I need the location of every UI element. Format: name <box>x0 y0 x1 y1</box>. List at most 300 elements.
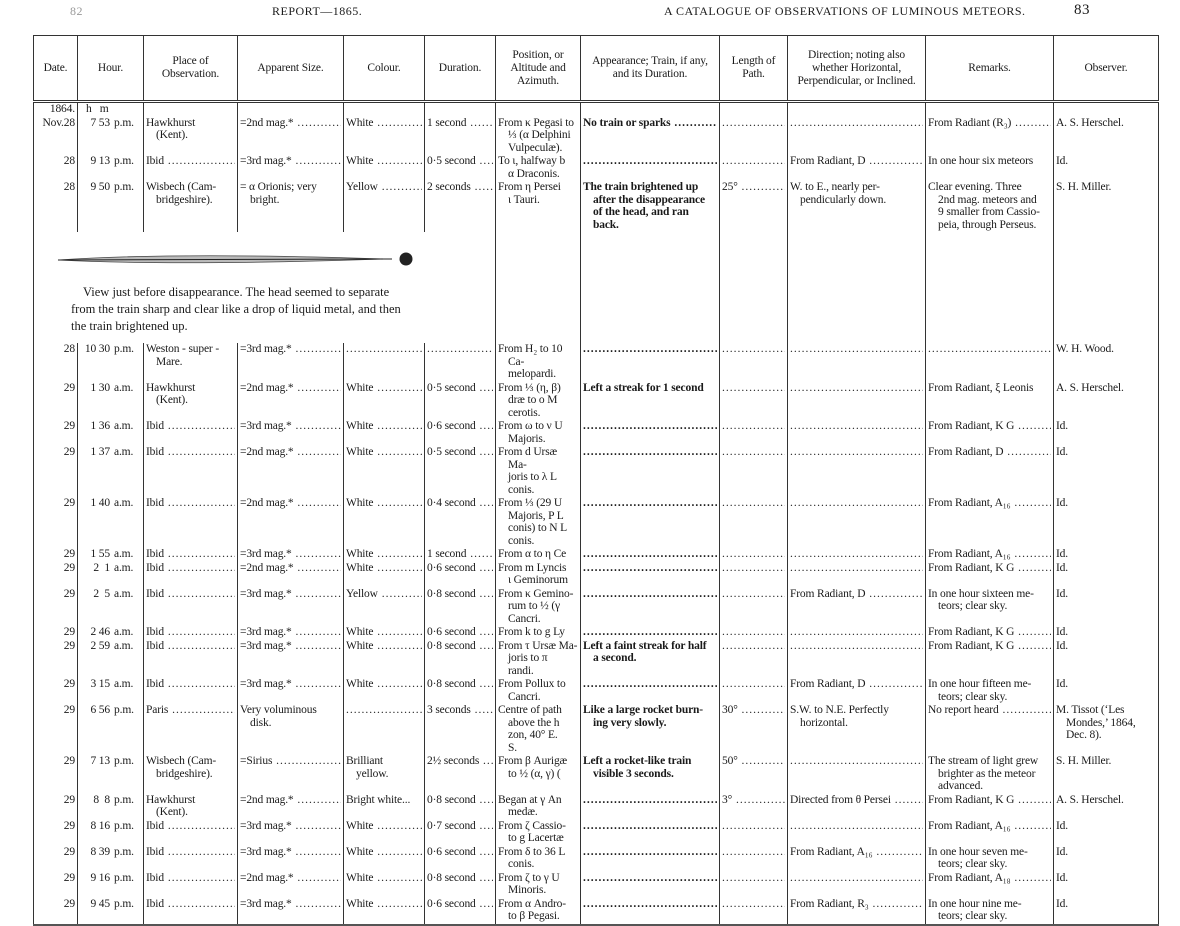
colour-cell <box>344 155 425 181</box>
remarks-value: From Radiant, K G ..... <box>928 420 1051 433</box>
length-value: 25° ..... <box>722 181 785 194</box>
hour-cell <box>78 794 144 820</box>
figure-row-empty-cell <box>926 232 1054 343</box>
direction-value: From Radiant, D ..... <box>790 588 923 601</box>
left-running-title: REPORT—1865. <box>272 4 363 18</box>
place-value: Ibid ..... <box>146 548 235 561</box>
column-header-date: Date. <box>34 36 78 102</box>
remarks-value: From Radiant, A₁₆ ..... <box>928 548 1051 561</box>
position-value: From δ to 36 L conis. <box>498 845 566 870</box>
size-value: =2nd mag.* ..... <box>240 446 341 459</box>
hour-time: 8 39 <box>90 845 110 858</box>
duration-value: 0·6 second ..... <box>427 626 493 639</box>
observer-value: S. H. Miller. <box>1056 181 1112 193</box>
units-cell <box>34 102 78 117</box>
hour-cell <box>78 820 144 846</box>
length-cell <box>720 497 788 548</box>
direction-cell <box>788 382 926 421</box>
position-value: From k to g Ly <box>498 626 565 638</box>
observer-cell <box>1054 117 1159 156</box>
observer-cell <box>1054 181 1159 232</box>
size-cell <box>238 181 344 232</box>
figure-row-empty-cell <box>1054 232 1159 343</box>
appearance-value <box>583 562 717 575</box>
duration-value: 3 seconds ..... <box>427 704 493 717</box>
place-cell <box>144 872 238 898</box>
remarks-value: In one hour fifteen me- teors; clear sky. <box>928 678 1032 703</box>
direction-value <box>790 820 923 833</box>
size-cell <box>238 155 344 181</box>
place-value: Ibid ..... <box>146 497 235 510</box>
remarks-cell <box>926 794 1054 820</box>
table-row <box>34 704 1159 755</box>
length-cell <box>720 343 788 382</box>
remarks-cell <box>926 755 1054 794</box>
date-value: 28 <box>63 155 75 167</box>
appearance-cell <box>581 898 720 925</box>
direction-cell <box>788 181 926 232</box>
hour-ampm: p.m. <box>114 897 134 910</box>
units-cell <box>788 102 926 117</box>
remarks-cell <box>926 820 1054 846</box>
duration-cell <box>425 588 496 627</box>
length-cell <box>720 548 788 562</box>
length-cell <box>720 382 788 421</box>
remarks-cell <box>926 704 1054 755</box>
direction-cell <box>788 562 926 588</box>
hour-ampm: a.m. <box>114 497 134 509</box>
observer-cell <box>1054 420 1159 446</box>
position-value: From ζ to γ U Minoris. <box>498 871 560 896</box>
direction-cell <box>788 420 926 446</box>
observer-value: Id. <box>1056 420 1069 432</box>
place-cell <box>144 420 238 446</box>
observer-cell <box>1054 548 1159 562</box>
table-row <box>34 678 1159 704</box>
duration-cell <box>425 548 496 562</box>
appearance-value <box>583 446 717 459</box>
hour-cell <box>78 420 144 446</box>
length-cell <box>720 640 788 679</box>
column-header-observer: Observer. <box>1054 36 1159 102</box>
date-cell <box>34 588 78 627</box>
length-value: 3° ..... <box>722 794 785 807</box>
colour-value: Yellow ..... <box>346 181 422 194</box>
direction-cell <box>788 626 926 640</box>
colour-cell <box>344 755 425 794</box>
date-cell <box>34 820 78 846</box>
hour-units-label: h m <box>86 103 109 115</box>
size-value: =2nd mag.* ..... <box>240 872 341 885</box>
observer-cell <box>1054 872 1159 898</box>
date-value: 29 <box>63 639 75 652</box>
colour-value <box>346 704 422 717</box>
observer-cell <box>1054 155 1159 181</box>
observer-value: Id. <box>1056 897 1069 910</box>
duration-value: 1 second ..... <box>427 117 493 130</box>
place-cell <box>144 704 238 755</box>
date-value: 29 <box>63 871 75 884</box>
hour-ampm: a.m. <box>114 548 134 560</box>
direction-cell <box>788 155 926 181</box>
duration-cell <box>425 181 496 232</box>
colour-cell <box>344 382 425 421</box>
direction-value <box>790 626 923 639</box>
observer-value: Id. <box>1056 587 1069 600</box>
position-value: From Pollux to Cancri. <box>498 678 566 703</box>
table-row <box>34 155 1159 181</box>
colour-cell <box>344 704 425 755</box>
size-value: =2nd mag.* ..... <box>240 562 341 575</box>
appearance-value: Left a streak for 1 second <box>583 381 704 394</box>
units-cell <box>720 102 788 117</box>
hour-ampm: a.m. <box>114 420 134 432</box>
hour-time: 9 16 <box>90 871 110 884</box>
position-cell <box>496 755 581 794</box>
direction-value <box>790 548 923 561</box>
remarks-cell <box>926 562 1054 588</box>
duration-value: 2 seconds ..... <box>427 181 493 194</box>
length-cell <box>720 562 788 588</box>
place-value: Hawkhurst (Kent). <box>146 381 196 406</box>
hour-cell <box>78 872 144 898</box>
colour-value: White ..... <box>346 640 422 653</box>
remarks-value: From Radiant, K G ..... <box>928 626 1051 639</box>
position-cell <box>496 343 581 382</box>
length-value <box>722 420 785 433</box>
date-cell <box>34 155 78 181</box>
colour-value: White ..... <box>346 446 422 459</box>
observer-value: Id. <box>1056 845 1069 858</box>
colour-value: White ..... <box>346 382 422 395</box>
appearance-value <box>583 678 717 691</box>
direction-value <box>790 446 923 459</box>
colour-cell <box>344 820 425 846</box>
position-cell <box>496 820 581 846</box>
units-cell <box>496 102 581 117</box>
place-value: Ibid ..... <box>146 872 235 885</box>
direction-value <box>790 640 923 653</box>
date-value: 29 <box>63 678 75 690</box>
colour-value <box>346 343 422 356</box>
observer-value: A. S. Herschel. <box>1056 116 1124 129</box>
size-cell <box>238 548 344 562</box>
place-value: Ibid ..... <box>146 446 235 459</box>
position-value: From τ Ursæ Ma- joris to π randi. <box>498 639 578 677</box>
position-cell <box>496 898 581 925</box>
table-row <box>34 872 1159 898</box>
date-cell <box>34 846 78 872</box>
hour-cell <box>78 382 144 421</box>
duration-cell <box>425 872 496 898</box>
place-value: Weston - super - Mare. <box>146 343 220 368</box>
direction-value <box>790 562 923 575</box>
remarks-value: In one hour sixteen me- teors; clear sky. <box>928 587 1034 612</box>
remarks-cell <box>926 588 1054 627</box>
direction-cell <box>788 755 926 794</box>
position-value: From ⅓ (η, β) dræ to ο M cerotis. <box>498 381 561 419</box>
colour-value: White ..... <box>346 678 422 691</box>
size-cell <box>238 117 344 156</box>
position-value: To ι, halfway b α Draconis. <box>498 155 566 180</box>
appearance-value <box>583 846 717 859</box>
direction-cell <box>788 820 926 846</box>
size-value: =2nd mag.* ..... <box>240 117 341 130</box>
duration-value: 0·6 second ..... <box>427 846 493 859</box>
duration-cell <box>425 846 496 872</box>
table-row <box>34 420 1159 446</box>
colour-value: White ..... <box>346 497 422 510</box>
date-cell <box>34 548 78 562</box>
size-cell <box>238 704 344 755</box>
colour-cell <box>344 640 425 679</box>
hour-cell <box>78 446 144 497</box>
length-value <box>722 562 785 575</box>
left-page-number: 82 <box>70 4 83 18</box>
position-cell <box>496 626 581 640</box>
table-row <box>34 588 1159 627</box>
length-value <box>722 872 785 885</box>
position-value: From η Persei ι Tauri. <box>498 181 561 206</box>
colour-cell <box>344 562 425 588</box>
colour-cell <box>344 678 425 704</box>
size-value: =3rd mag.* ..... <box>240 678 341 691</box>
hour-cell <box>78 117 144 156</box>
hour-cell <box>78 640 144 679</box>
place-cell <box>144 678 238 704</box>
length-cell <box>720 704 788 755</box>
date-cell <box>34 704 78 755</box>
duration-value <box>427 343 493 356</box>
duration-cell <box>425 497 496 548</box>
observer-cell <box>1054 497 1159 548</box>
length-value <box>722 626 785 639</box>
observer-value: Id. <box>1056 871 1069 884</box>
remarks-value: Clear evening. Three 2nd mag. meteors and 9 smaller from Cassio- peia, through Perseus. <box>928 181 1040 231</box>
colour-cell <box>344 497 425 548</box>
place-value: Paris ..... <box>146 704 235 717</box>
observer-value: Id. <box>1056 626 1069 638</box>
remarks-value: The stream of light grew brighter as the meteor advanced. <box>928 755 1039 792</box>
duration-value: 0·8 second ..... <box>427 588 493 601</box>
size-value: =3rd mag.* ..... <box>240 898 341 911</box>
remarks-cell <box>926 898 1054 925</box>
column-header-remarks: Remarks. <box>926 36 1054 102</box>
observer-cell <box>1054 343 1159 382</box>
date-value: 29 <box>63 497 75 509</box>
direction-value <box>790 117 923 130</box>
position-value: From ω to ν U Majoris. <box>498 420 563 445</box>
direction-cell <box>788 794 926 820</box>
length-value <box>722 820 785 833</box>
size-value: =3rd mag.* ..... <box>240 640 341 653</box>
remarks-value: From Radiant (R₃) ..... <box>928 117 1051 130</box>
colour-value: White ..... <box>346 898 422 911</box>
appearance-value: No train or sparks ..... <box>583 117 717 130</box>
place-value: Wisbech (Cam- bridgeshire). <box>146 755 217 780</box>
observer-cell <box>1054 898 1159 925</box>
duration-cell <box>425 562 496 588</box>
colour-cell <box>344 420 425 446</box>
observer-cell <box>1054 820 1159 846</box>
observer-value: A. S. Herschel. <box>1056 793 1124 806</box>
hour-ampm: a.m. <box>114 446 134 458</box>
appearance-cell <box>581 588 720 627</box>
column-header-size: Apparent Size. <box>238 36 344 102</box>
column-header-direction: Direction; noting also whether Horizontal, Perpendicular, or Inclined. <box>788 36 926 102</box>
hour-time: 9 50 <box>90 181 110 193</box>
duration-cell <box>425 382 496 421</box>
observer-cell <box>1054 755 1159 794</box>
date-cell <box>34 181 78 232</box>
table-row <box>34 497 1159 548</box>
size-value: =2nd mag.* ..... <box>240 497 341 510</box>
hour-ampm: a.m. <box>114 639 134 652</box>
observer-value: Id. <box>1056 548 1069 560</box>
appearance-cell <box>581 446 720 497</box>
observer-cell <box>1054 382 1159 421</box>
table-row <box>34 343 1159 382</box>
duration-cell <box>425 117 496 156</box>
colour-value: Yellow ..... <box>346 588 422 601</box>
right-running-title: A CATALOGUE OF OBSERVATIONS OF LUMINOUS METEORS. <box>664 4 1026 18</box>
remarks-value: No report heard ..... <box>928 704 1051 717</box>
date-value: 29 <box>63 548 75 560</box>
remarks-cell <box>926 343 1054 382</box>
hour-cell <box>78 497 144 548</box>
length-value <box>722 548 785 561</box>
remarks-value: From Radiant, ξ Leonis <box>928 381 1034 394</box>
position-value: From α to η Ce <box>498 548 567 560</box>
meteor-head <box>400 253 413 266</box>
appearance-cell <box>581 117 720 156</box>
date-cell <box>34 755 78 794</box>
place-cell <box>144 562 238 588</box>
length-value: 30° ..... <box>722 704 785 717</box>
position-value: From β Aurigæ to ½ (α, γ) ( <box>498 755 568 780</box>
date-value: 29 <box>63 420 75 432</box>
duration-value: 0·6 second ..... <box>427 562 493 575</box>
appearance-cell <box>581 678 720 704</box>
hour-cell <box>78 898 144 925</box>
observer-value: Id. <box>1056 497 1069 509</box>
position-cell <box>496 497 581 548</box>
figure-row-empty-cell <box>788 232 926 343</box>
hour-cell <box>78 155 144 181</box>
place-cell <box>144 588 238 627</box>
length-value <box>722 117 785 130</box>
colour-value: White ..... <box>346 846 422 859</box>
colour-cell <box>344 588 425 627</box>
observer-value: M. Tissot (‘Les Mondes,’ 1864, Dec. 8). <box>1056 704 1136 741</box>
place-value: Ibid ..... <box>146 588 235 601</box>
units-cell <box>144 102 238 117</box>
place-cell <box>144 898 238 925</box>
colour-value: White ..... <box>346 117 422 130</box>
hour-ampm: a.m. <box>114 561 134 574</box>
observer-cell <box>1054 678 1159 704</box>
direction-value: From Radiant, D ..... <box>790 678 923 691</box>
length-cell <box>720 872 788 898</box>
duration-cell <box>425 820 496 846</box>
column-header-position: Position, or Altitude and Azimuth. <box>496 36 581 102</box>
position-value: From ζ Cassio- to g Lacertæ <box>498 819 566 844</box>
place-cell <box>144 846 238 872</box>
appearance-value <box>583 588 717 601</box>
date-value: 29 <box>63 819 75 832</box>
table-row <box>34 820 1159 846</box>
hour-time: 8 16 <box>90 819 110 832</box>
right-page-number: 83 <box>1074 2 1090 18</box>
appearance-cell <box>581 548 720 562</box>
hour-time: 1 36 <box>90 420 110 432</box>
position-cell <box>496 446 581 497</box>
hour-ampm: p.m. <box>114 343 134 355</box>
remarks-value: From Radiant, D ..... <box>928 446 1051 459</box>
remarks-cell <box>926 872 1054 898</box>
date-value: 29 <box>63 704 75 716</box>
appearance-cell <box>581 343 720 382</box>
date-cell <box>34 562 78 588</box>
colour-cell <box>344 343 425 382</box>
position-cell <box>496 382 581 421</box>
remarks-value: In one hour seven me- teors; clear sky. <box>928 845 1028 870</box>
appearance-cell <box>581 497 720 548</box>
colour-value: Bright white... <box>346 793 411 806</box>
direction-value <box>790 382 923 395</box>
column-header-duration: Duration. <box>425 36 496 102</box>
hour-ampm: p.m. <box>114 155 134 167</box>
size-cell <box>238 872 344 898</box>
figure-row-empty-cell <box>581 232 720 343</box>
units-cell <box>581 102 720 117</box>
duration-cell <box>425 343 496 382</box>
appearance-value: The train brightened up after the disappearance of the head, and ran back. <box>583 181 705 231</box>
duration-value: 0·8 second ..... <box>427 794 493 807</box>
observer-cell <box>1054 446 1159 497</box>
remarks-cell <box>926 548 1054 562</box>
direction-value: From Radiant, R₃ ..... <box>790 898 923 911</box>
duration-cell <box>425 446 496 497</box>
colour-value: White ..... <box>346 420 422 433</box>
appearance-cell <box>581 181 720 232</box>
observer-cell <box>1054 562 1159 588</box>
remarks-value: From Radiant, K G ..... <box>928 794 1051 807</box>
place-cell <box>144 343 238 382</box>
column-header-length: Length of Path. <box>720 36 788 102</box>
duration-cell <box>425 420 496 446</box>
duration-value: 0·7 second ..... <box>427 820 493 833</box>
size-value: = α Orionis; very bright. <box>240 181 317 206</box>
column-header-place: Place of Observation. <box>144 36 238 102</box>
table-row <box>34 640 1159 679</box>
duration-value: 0·5 second ..... <box>427 382 493 395</box>
duration-value: 0·6 second ..... <box>427 898 493 911</box>
table-row <box>34 898 1159 925</box>
remarks-cell <box>926 117 1054 156</box>
duration-cell <box>425 155 496 181</box>
hour-time: 9 13 <box>90 155 110 167</box>
date-value: 29 <box>63 561 75 574</box>
size-value: =3rd mag.* ..... <box>240 420 341 433</box>
column-header-hour: Hour. <box>78 36 144 102</box>
colour-cell <box>344 117 425 156</box>
appearance-cell <box>581 155 720 181</box>
date-cell <box>34 872 78 898</box>
position-value: Began at γ An medæ. <box>498 793 562 818</box>
direction-cell <box>788 704 926 755</box>
remarks-cell <box>926 497 1054 548</box>
